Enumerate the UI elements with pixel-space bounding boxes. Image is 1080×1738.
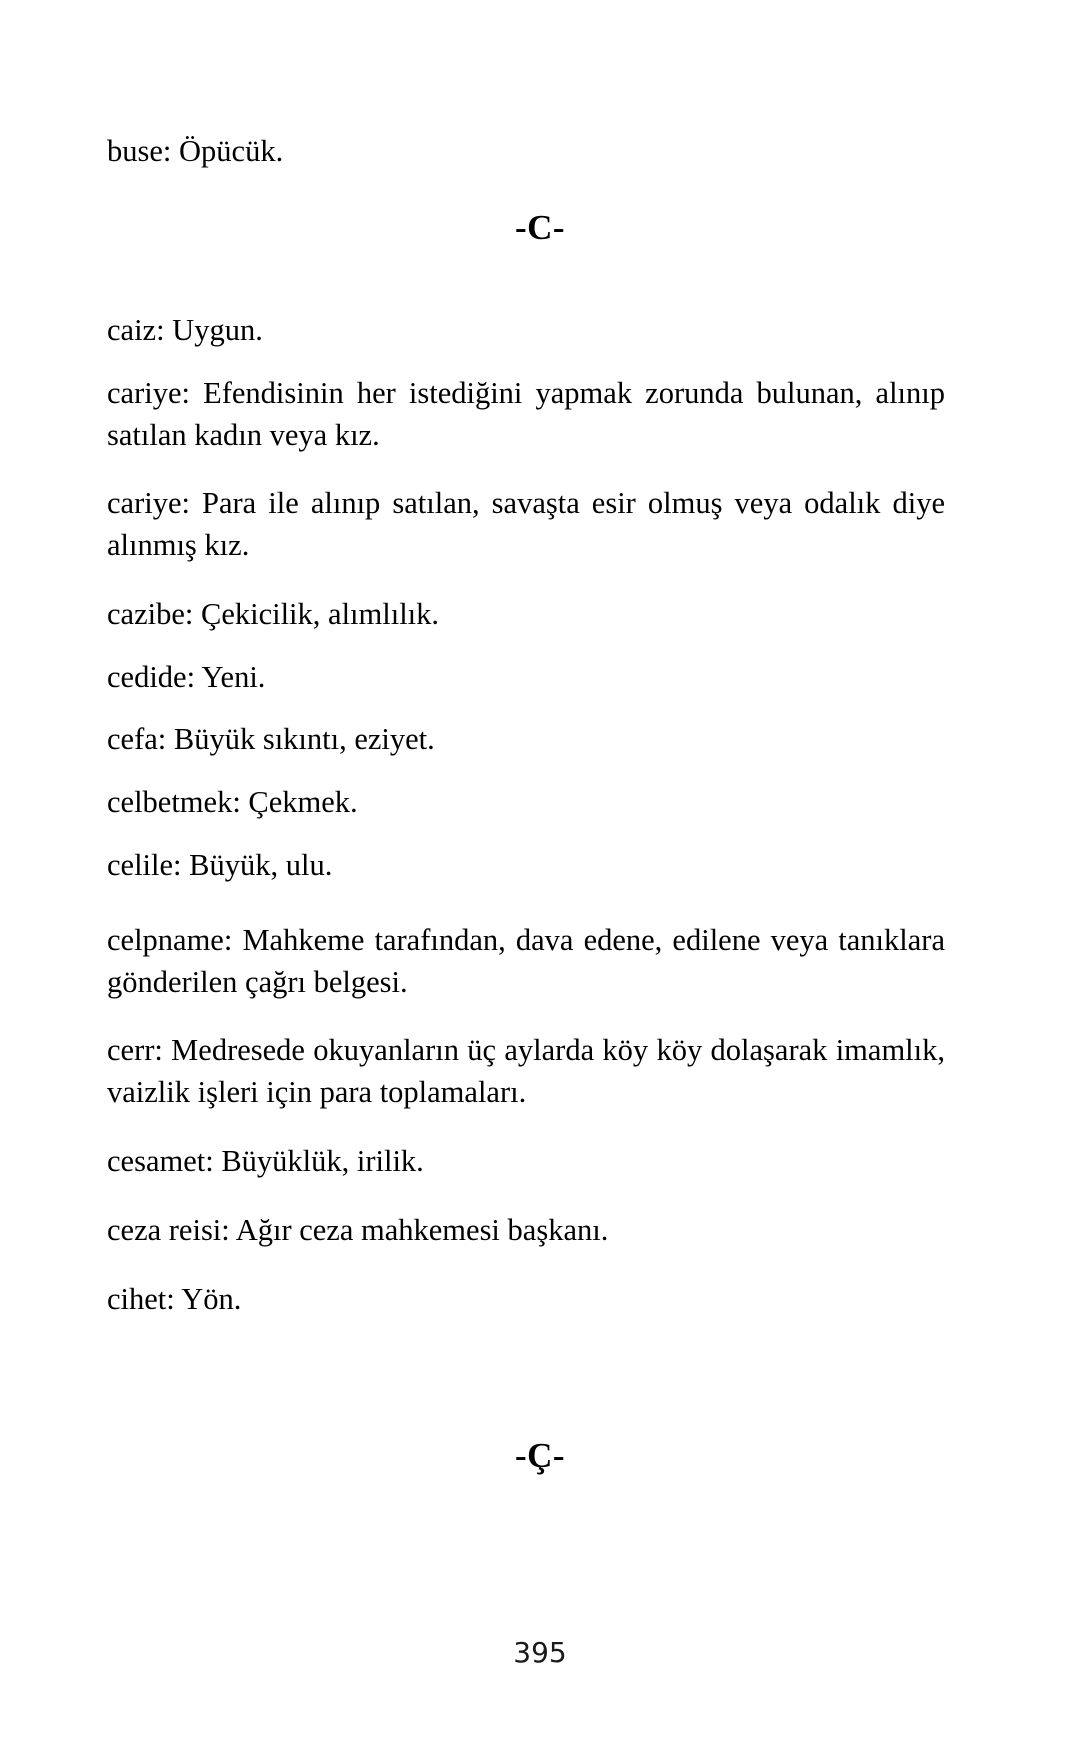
glossary-entry-celile: celile: Büyük, ulu.: [107, 848, 333, 883]
page-number: 395: [513, 1636, 567, 1669]
section-heading-c-container: [0, 208, 1080, 248]
section-heading-c: -C-: [514, 208, 566, 247]
glossary-entry-celbetmek: celbetmek: Çekmek.: [107, 785, 358, 820]
glossary-entry-cariye-1: cariye: Efendisinin her istediğini yapmak zorunda bulunan, alınıp satılan kadın veya kız.: [107, 375, 945, 452]
pre-section-entries: [107, 131, 945, 200]
glossary-entry-cedide: cedide: Yeni.: [107, 659, 266, 694]
glossary-entry-cefa: cefa: Büyük sıkıntı, eziyet.: [107, 722, 435, 757]
glossary-entry-cihet: cihet: Yön.: [107, 1281, 242, 1316]
glossary-entry-celpname: celpname: Mahkeme tarafından, dava edene, edilene veya tanıklara gönderilen çağrı belgesi.: [107, 922, 945, 999]
section-heading-c-cedilla-container: [0, 1436, 1080, 1476]
section-heading-c-cedilla: -Ç-: [514, 1436, 566, 1475]
glossary-entry-cariye-2: cariye: Para ile alınıp satılan, savaşta esir olmuş veya odalık diye alınmış kız.: [107, 486, 945, 563]
glossary-entry-list: [107, 310, 945, 1347]
glossary-entry-cesamet: cesamet: Büyüklük, irilik.: [107, 1143, 424, 1178]
glossary-entry-caiz: caiz: Uygun.: [107, 313, 263, 347]
glossary-entry-cazibe: cazibe: Çekicilik, alımlılık.: [107, 596, 440, 631]
glossary-entry-ceza-reisi: ceza reisi: Ağır ceza mahkemesi başkanı.: [107, 1212, 609, 1247]
glossary-entry-buse: buse: Öpücük.: [107, 134, 284, 168]
glossary-entry-cerr: cerr: Medresede okuyanların üç aylarda köy köy dolaşarak imamlık, vaizlik işleri için para toplamaları.: [107, 1033, 945, 1110]
